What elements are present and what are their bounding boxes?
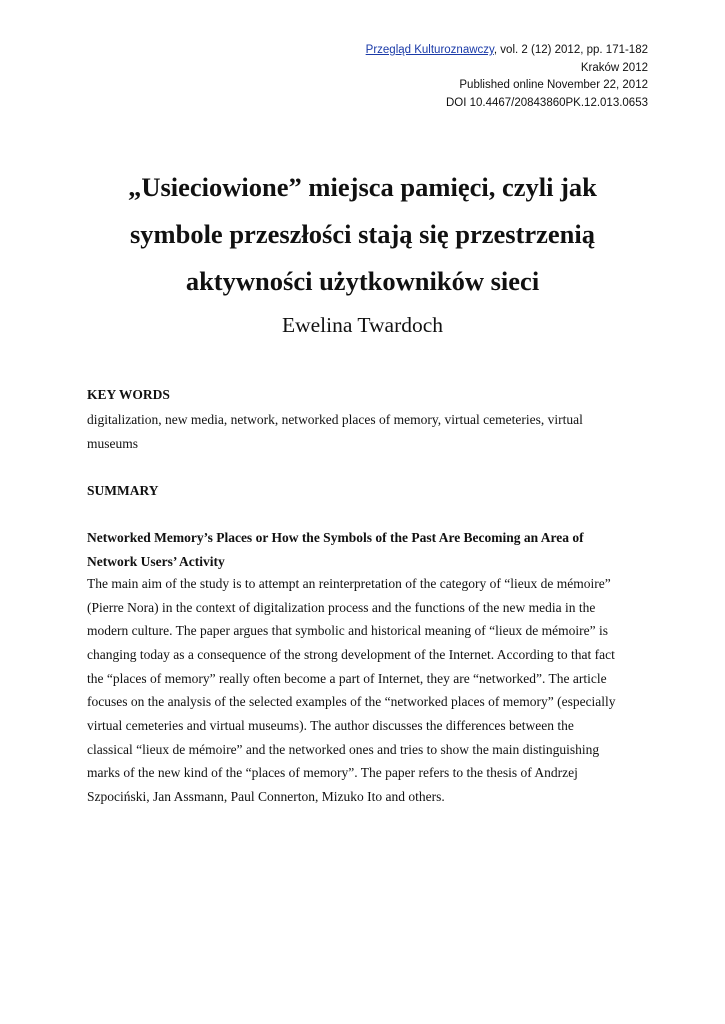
keywords-heading: KEY WORDS — [87, 387, 170, 402]
summary-line: The main aim of the study is to attempt an reinterpretation of the category of “lieux de mémoire” — [87, 576, 611, 591]
summary-line: changing today as a consequence of the strong development of the Internet. According to that fact — [87, 646, 615, 662]
article-title — [60, 164, 665, 305]
title-line: aktywności użytkowników sieci — [185, 266, 540, 296]
summary-line: the “places of memory” really often become a part of Internet, they are “networked”. The article — [87, 670, 607, 686]
summary-title — [87, 526, 637, 573]
summary-line: virtual cemeteries and virtual museums). The author discusses the differences between the — [87, 717, 574, 733]
author-name: Ewelina Twardoch — [281, 313, 444, 337]
summary-line: focuses on the analysis of the selected examples of the “networked places of memory” (especially — [87, 694, 616, 710]
citation-line — [366, 42, 648, 60]
citation-details: , vol. 2 (12) 2012, pp. 171-182 — [493, 44, 648, 56]
citation-header — [366, 42, 648, 112]
keywords-list — [87, 408, 637, 456]
title-line: symbole przeszłości stają się przestrzenią — [129, 219, 596, 249]
summary-title-line: Networked Memory’s Places or How the Symbols of the Past Are Becoming an Area of — [87, 530, 584, 545]
summary-body — [87, 572, 645, 809]
summary-title-line: Network Users’ Activity — [87, 553, 225, 569]
title-line: „Usieciowione” miejsca pamięci, czyli jak — [128, 172, 597, 202]
keywords-line: digitalization, new media, network, networked places of memory, virtual cemeteries, virtual — [87, 412, 583, 427]
doi: DOI 10.4467/20843860PK.12.013.0653 — [445, 96, 648, 109]
journal-link[interactable]: Przegląd Kulturoznawczy — [365, 44, 494, 56]
summary-line: marks of the new kind of the “places of memory”. The paper refers to the thesis of Andrzej — [87, 765, 578, 781]
summary-line: modern culture. The paper argues that symbolic and historical meaning of “lieux de mémoire” is — [87, 623, 608, 639]
summary-line: classical “lieux de mémoire” and the networked ones and tries to show the main distinguishing — [87, 741, 600, 757]
summary-line: Szpociński, Jan Assmann, Paul Connerton, Mizuko Ito and others. — [87, 788, 445, 804]
summary-heading: SUMMARY — [87, 483, 159, 498]
place-year: Kraków 2012 — [580, 61, 648, 74]
summary-line: (Pierre Nora) in the context of digitalization process and the functions of the new media in the — [87, 599, 596, 615]
keywords-line: museums — [87, 436, 139, 451]
published-date: Published online November 22, 2012 — [459, 79, 648, 91]
